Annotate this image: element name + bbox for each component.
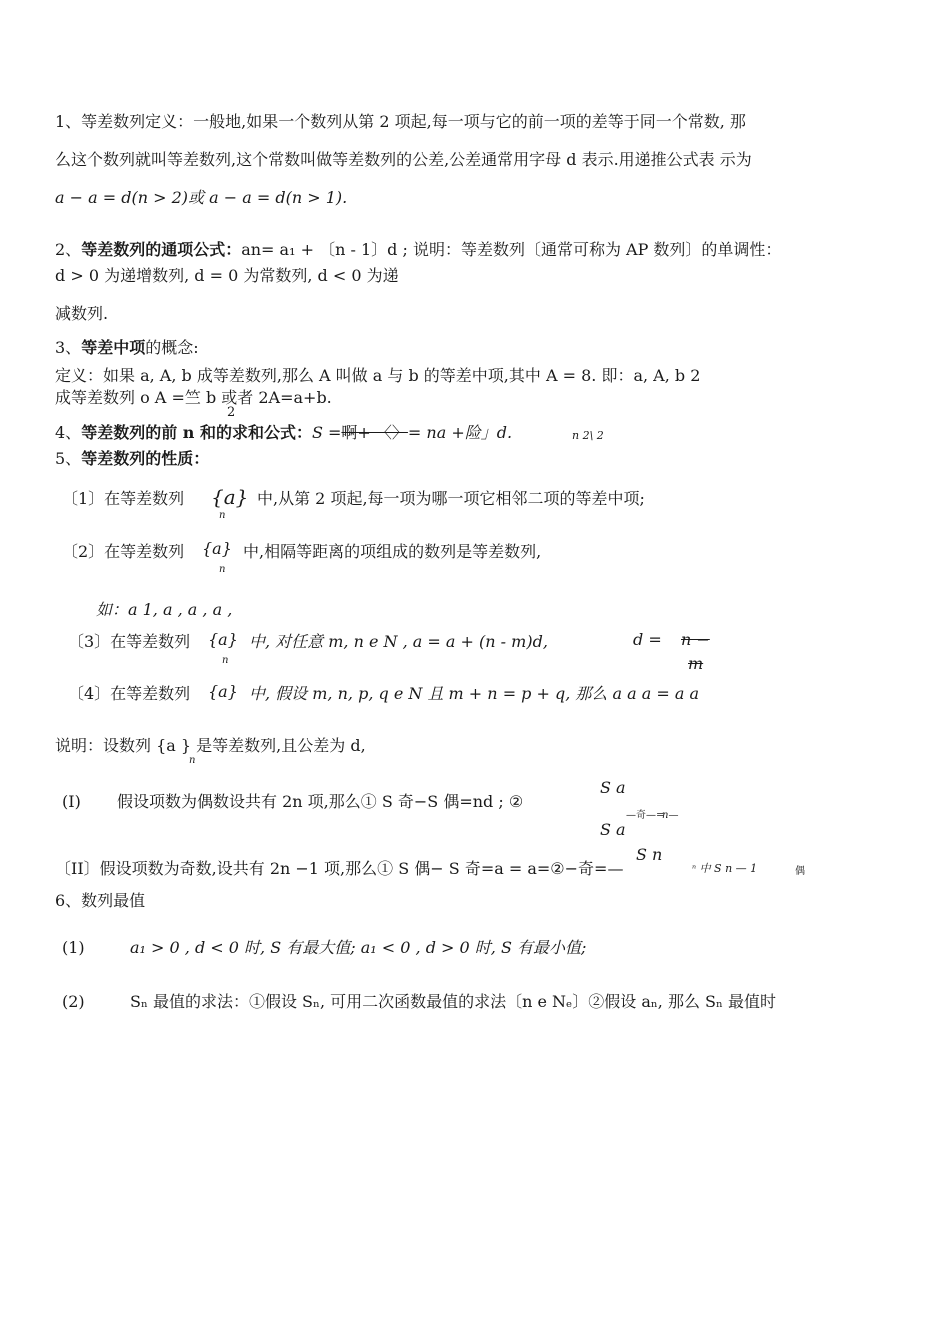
- monotonic-line: d > 0 为递增数列, d = 0 为常数列, d < 0 为递: [55, 266, 399, 285]
- note-line: 说明：设数列 {a } 是等差数列,且公差为 d,: [55, 736, 366, 755]
- property-1-b: 中,从第 2 项起,每一项为哪一项它相邻二项的等差中项;: [257, 489, 645, 508]
- monotonic-line-2: 减数列.: [55, 304, 109, 323]
- section-heading: 等差数列的前 n 和的求和公式：: [81, 423, 312, 442]
- sequence-brace: {a}: [208, 630, 238, 649]
- property-3-a: 〔3〕在等差数列: [68, 632, 191, 651]
- property-2-a: 〔2〕在等差数列: [62, 542, 185, 561]
- property-1-a: 〔1〕在等差数列: [62, 489, 185, 508]
- sum-formula-subscript: n 2\ 2: [572, 429, 604, 442]
- common-difference-d: d =: [633, 630, 662, 649]
- case-ii-tail: ⁿ 中 S n — 1: [692, 862, 758, 875]
- subscript-n: n: [222, 655, 229, 666]
- def-line-2: 么这个数列就叫等差数列,这个常数叫做等差数列的公差,公差通常用字母 d 表示.用递推公式表 示为: [55, 150, 752, 169]
- extremum-1-text: a₁ > 0 , d < 0 时, S 有最大值; a₁ < 0 , d > 0 时, S 有最小值;: [130, 938, 587, 957]
- ratio-middle: —奇—=: [626, 810, 665, 821]
- property-4-b: 中, 假设 m, n, p, q e N 且 m + n = p + q, 那么 a a a = a a: [249, 684, 700, 703]
- section-heading: 等差数列的性质：: [81, 449, 210, 468]
- sum-formula-struck: 啊+ 〈〉: [341, 423, 408, 442]
- extremum-title: 6、数列最值: [55, 891, 146, 910]
- property-2-b: 中,相隔等距离的项组成的数列是等差数列,: [243, 542, 542, 561]
- ratio-middle-2: n—: [662, 810, 679, 821]
- case-i-label: (I): [62, 792, 81, 811]
- ratio-top: S a: [600, 778, 626, 797]
- properties-title: [55, 449, 209, 469]
- property-4-a: 〔4〕在等差数列: [68, 684, 191, 703]
- sequence-brace: {a}: [202, 539, 232, 558]
- section-number: 4、: [55, 423, 82, 442]
- case-ii-text: 〔II〕假设项数为奇数,设共有 2n −1 项,那么① S 偶− S 奇=a = a=②−奇=—: [55, 859, 624, 878]
- middle-term-definition: 定义：如果 a, A, b 成等差数列,那么 A 叫做 a 与 b 的等差中项,其中 A = 8. 即：a, A, b 2: [55, 366, 701, 385]
- subscript-n: n: [219, 510, 226, 521]
- section-number: 5、: [55, 449, 82, 468]
- sequence-brace: {a}: [208, 682, 238, 701]
- section-heading-rest: 的概念:: [145, 338, 199, 357]
- case-i-text: 假设项数为偶数设共有 2n 项,那么① S 奇−S 偶=nd ; ②: [117, 792, 524, 811]
- subscript-n: n: [189, 755, 196, 766]
- def-line-1: 1、等差数列定义：一般地,如果一个数列从第 2 项起,每一项与它的前一项的差等于同一个常数, 那: [55, 112, 746, 131]
- ratio-bottom: S a: [600, 820, 626, 839]
- even-label: 偶: [795, 866, 805, 877]
- extremum-2-text: Sₙ 最值的求法：①假设 Sₙ, 可用二次函数最值的求法〔n e Nₑ〕②假设 aₙ, 那么 Sₙ 最值时: [130, 992, 777, 1011]
- sum-formula-b: = na +险」d.: [407, 423, 513, 442]
- case-ii-top: S n: [636, 845, 663, 864]
- fraction-top: n −: [681, 630, 710, 649]
- sequence-brace: {a}: [211, 485, 249, 509]
- section-heading: 等差中项: [81, 338, 146, 357]
- sum-formula-a: S =: [311, 423, 342, 442]
- general-term-line: [55, 240, 781, 260]
- section-heading: 等差数列的通项公式：: [81, 240, 242, 259]
- property-3-b: 中, 对任意 m, n e N , a = a + (n - m)d,: [249, 632, 548, 651]
- fraction-denominator: 2: [227, 405, 236, 420]
- def-line-3: a − a = d(n > 2)或 a − a = d(n > 1).: [55, 188, 348, 207]
- section-number: 3、: [55, 338, 82, 357]
- example-line: 如：a 1, a , a , a ,: [96, 600, 233, 619]
- middle-term-title: [55, 338, 199, 358]
- sum-formula-line: [55, 423, 512, 443]
- fraction-bottom: m: [688, 654, 704, 673]
- extremum-2-label: (2): [62, 992, 85, 1011]
- subscript-n: n: [219, 564, 226, 575]
- middle-term-line-3: 成等差数列 o A =竺 b 或者 2A=a+b.: [55, 388, 332, 407]
- general-term-text: an= a₁ + 〔n - 1〕d ; 说明：等差数列〔通常可称为 AP 数列〕的单调性：: [241, 240, 782, 259]
- extremum-1-label: (1): [62, 938, 85, 957]
- section-number: 2、: [55, 240, 82, 259]
